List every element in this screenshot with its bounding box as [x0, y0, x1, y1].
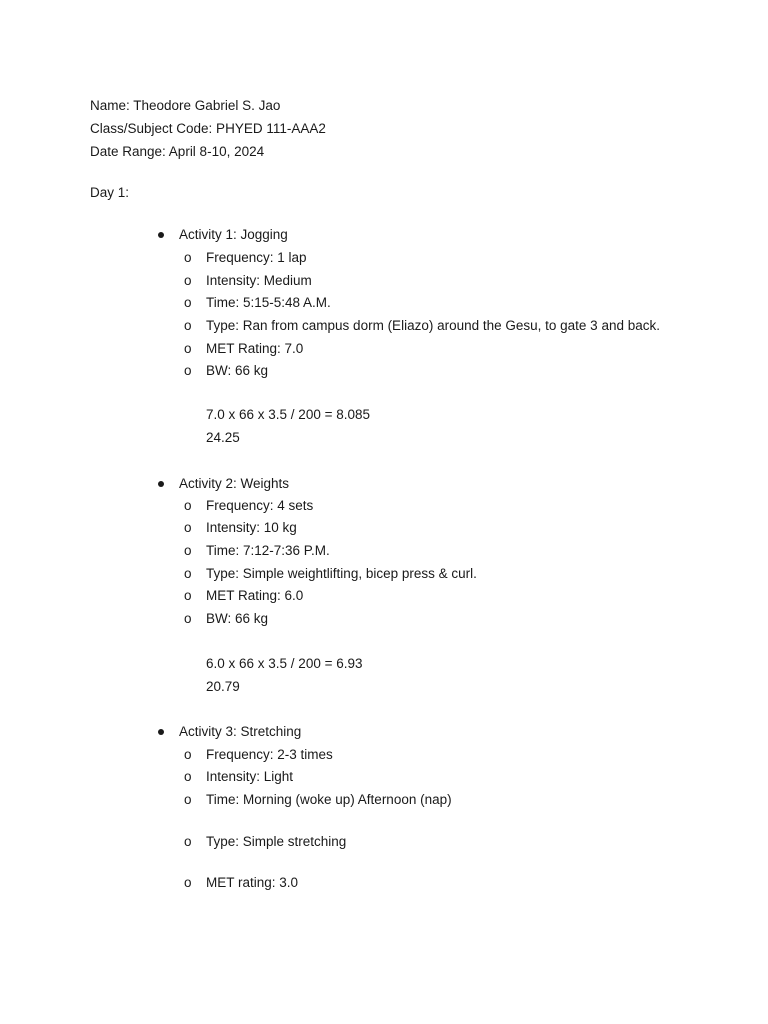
- bullet-icon: [158, 481, 164, 487]
- activity-item: Intensity: Light: [206, 769, 294, 784]
- sub-bullet-icon: o: [184, 543, 192, 558]
- activity-item: BW: 66 kg: [206, 363, 269, 378]
- activity-item: MET rating: 3.0: [206, 875, 299, 890]
- activity-item: Type: Simple weightlifting, bicep press & curl.: [206, 566, 477, 581]
- activity-item: Type: Simple stretching: [206, 834, 347, 849]
- sub-bullet-icon: o: [184, 250, 192, 265]
- calculation-result: 20.79: [206, 679, 240, 694]
- activity-item: Frequency: 2-3 times: [206, 747, 333, 762]
- student-name: Name: Theodore Gabriel S. Jao: [90, 98, 281, 113]
- activity-title: Activity 3: Stretching: [179, 724, 302, 739]
- sub-bullet-icon: o: [184, 566, 192, 581]
- day-heading: Day 1:: [90, 185, 130, 200]
- bullet-icon: [158, 729, 164, 735]
- activity-title: Activity 2: Weights: [179, 476, 290, 491]
- activity-item: BW: 66 kg: [206, 611, 269, 626]
- sub-bullet-icon: o: [184, 769, 192, 784]
- sub-bullet-icon: o: [184, 834, 192, 849]
- sub-bullet-icon: o: [184, 611, 192, 626]
- activity-item: Intensity: 10 kg: [206, 520, 297, 535]
- activity-item: Time: 5:15-5:48 A.M.: [206, 295, 331, 310]
- activity-item: Time: 7:12-7:36 P.M.: [206, 543, 330, 558]
- bullet-icon: [158, 232, 164, 238]
- sub-bullet-icon: o: [184, 875, 192, 890]
- class-subject-code: Class/Subject Code: PHYED 111-AAA2: [90, 121, 326, 136]
- activity-item: Intensity: Medium: [206, 273, 312, 288]
- activity-item: MET Rating: 6.0: [206, 588, 304, 603]
- activity-item: Frequency: 4 sets: [206, 498, 314, 513]
- sub-bullet-icon: o: [184, 295, 192, 310]
- met-calculation: 6.0 x 66 x 3.5 / 200 = 6.93: [206, 656, 363, 671]
- sub-bullet-icon: o: [184, 747, 192, 762]
- activity-title: Activity 1: Jogging: [179, 227, 288, 242]
- activity-item: Frequency: 1 lap: [206, 250, 307, 265]
- calculation-result: 24.25: [206, 430, 240, 445]
- sub-bullet-icon: o: [184, 318, 192, 333]
- sub-bullet-icon: o: [184, 273, 192, 288]
- sub-bullet-icon: o: [184, 792, 192, 807]
- sub-bullet-icon: o: [184, 588, 192, 603]
- sub-bullet-icon: o: [184, 341, 192, 356]
- sub-bullet-icon: o: [184, 520, 192, 535]
- sub-bullet-icon: o: [184, 363, 192, 378]
- date-range: Date Range: April 8-10, 2024: [90, 144, 265, 159]
- activity-item: MET Rating: 7.0: [206, 341, 304, 356]
- met-calculation: 7.0 x 66 x 3.5 / 200 = 8.085: [206, 407, 370, 422]
- activity-item: Type: Ran from campus dorm (Eliazo) around the Gesu, to gate 3 and back.: [206, 318, 660, 333]
- sub-bullet-icon: o: [184, 498, 192, 513]
- activity-item: Time: Morning (woke up) Afternoon (nap): [206, 792, 452, 807]
